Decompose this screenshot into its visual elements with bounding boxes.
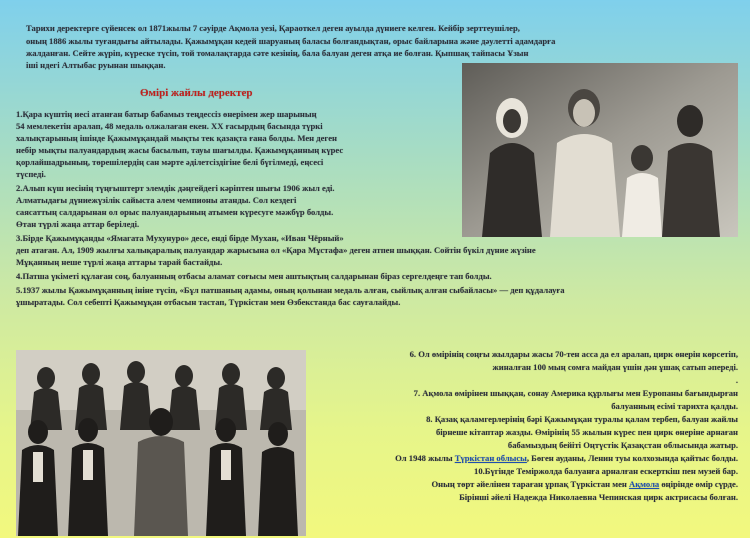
fact-line-13: Мұқанның неше түрлі жаңа аттары тарай бастайды. bbox=[16, 257, 223, 267]
section-heading: Өмірі жайлы деректер bbox=[140, 87, 253, 99]
fact-line-10: Өтан түрлі жаңа аттар беріледі. bbox=[16, 219, 140, 229]
later-line-3: . bbox=[735, 375, 738, 385]
turkistan-oblysy-link[interactable]: Түркістан облысы bbox=[454, 453, 527, 463]
fact-line-12: деп атаған. Ал, 1909 жылғы халықаралық палуандар жарысына ол «Қара Мұстафа» деген атпен шыққан. Сойтін бүкіл дүние жүзіне bbox=[16, 245, 536, 255]
later-line-11 bbox=[431, 479, 738, 490]
later-line-5: балуанның есімі тарихта қалды. bbox=[611, 401, 738, 411]
fact-line-9: саясаттың салдарынан ол орыс палуандарының атымен күресуге мәжбүр болды. bbox=[16, 207, 334, 217]
fact-line-14: 4.Патша үкіметі құлаған соң, балуанның отбасы аламат соғысы мен аштықтың салдарынан біраз сергелдеңге тап болды. bbox=[16, 271, 492, 281]
fact-line-2: 54 мемлекетін аралап, 48 медаль олжалаған екен. ХХ ғасырдың басында түркі bbox=[16, 121, 323, 131]
family-photo bbox=[462, 63, 738, 237]
intro-line-2: оның 1886 жылы туғандығы айтылады. Қажымұқан кедей шаруаның баласы болғандықтан, орыс байларына және дәулетті адамдарға bbox=[26, 36, 556, 46]
fact-line-5: қорлайшадрының, төрешілердің сан мәрте әділетсіздігіне белі бүгілмеді, еңсесі bbox=[16, 157, 324, 167]
fact-line-3: халықтарының ішінде Қажымұқандай мықты тек қазақта ғана болды. Мен деген bbox=[16, 133, 337, 143]
fact-line-11: 3.Бірде Қажымұқанды «Ямагата Мухунуро» десе, енді бірде Мухан, «Иван Чёрный» bbox=[16, 233, 344, 243]
fact-line-6: түспеді. bbox=[16, 169, 46, 179]
fact-line-8: Алматыдағы дүниежүзілік сайыста әлем чемпионы атанды. Сол кездегі bbox=[16, 195, 297, 205]
fact-line-4: небір мықты палуандардың жасы басылып, тауы шағылды. Қажымұқанның күрес bbox=[16, 145, 344, 155]
later-line-4: 7. Ақмола өмірінен шыққан, сонау Америка құрлығы мен Еуропаны бағындырған bbox=[413, 388, 738, 398]
fact-line-1: 1.Қара күштің иесі атанған батыр бабамыз теңдессіз өнерімен жер шарының bbox=[16, 109, 317, 119]
fact-line-15: 5.1937 жылы Қажымұқанның ініне түсіп, «Бұл патшаның адамы, оның қолынан медаль алған, сыйлық алған сыбайласы» — деп құдалауға bbox=[16, 285, 565, 295]
line9-before: Ол 1948 жылы bbox=[395, 453, 455, 463]
fact-line-16: ұшыратады. Сол себепті Қажымұқан отбасын тастап, Түркістан мен Өзбекстанда бас сауғалайды. bbox=[16, 297, 401, 307]
later-line-2: жиналған 100 мың сомға майдан үшін дән ұшақ сатып әпереді. bbox=[492, 362, 738, 372]
later-line-10: 10.Бүгінде Теміржолда балуанға арналған ескерткіш пен музей бар. bbox=[474, 466, 738, 476]
later-line-12: Бірінші әйелі Надежда Николаевна Чепинская цирк актрисасы болған. bbox=[459, 492, 738, 502]
later-line-7: бірнеше кітаптар жазды. Өмірінің 55 жылын күрес пен цирк өнеріне арнаған bbox=[435, 427, 738, 437]
fact-line-7: 2.Алып күш иесінің түңғыштерт элемдік дәңгейдегі кәріптен шығы 1906 жыл еді. bbox=[16, 183, 335, 193]
later-line-6: 8. Қазақ қаламгерлерінің бәрі Қажымұқан туралы қалам тербеп, балуан жайлы bbox=[426, 414, 738, 424]
line11-before: Оның төрт әйелінен тараған ұрпақ Түркістан мен bbox=[431, 479, 630, 489]
akmola-link[interactable]: Ақмола bbox=[629, 479, 660, 489]
line9-after: , Бөген ауданы, Ленин туы колхозында қайтыс болды. bbox=[526, 453, 738, 463]
intro-line-3: жалданған. Сейте жүріп, күреске түсіп, той томалақтарда сәте кезінің, бала балуан деген атқа ие болған. Қыпшақ тайпасы Ұзын bbox=[26, 48, 529, 58]
later-line-8: бабамыздың бейіті Оңтүстік Қазақстан облысында жатыр. bbox=[507, 440, 738, 450]
later-line-9 bbox=[395, 453, 738, 464]
line11-after: өңірінде өмір сүрде. bbox=[659, 479, 738, 489]
intro-line-1: Тарихи деректерге сүйенсек ол 1871жылы 7 сәуірде Ақмола уезі, Қараоткел деген ауылда дүниеге келген. Кейбір зерттеушілер, bbox=[26, 23, 520, 33]
intro-line-4: іші ндегі Алтыбас руынан шыққан. bbox=[26, 60, 166, 70]
later-line-1: 6. Ол өмірінің соңғы жылдары жасы 70-тен асса да ел аралап, цирк өнерін көрсетіп, bbox=[409, 349, 738, 359]
group-photo bbox=[16, 350, 306, 536]
